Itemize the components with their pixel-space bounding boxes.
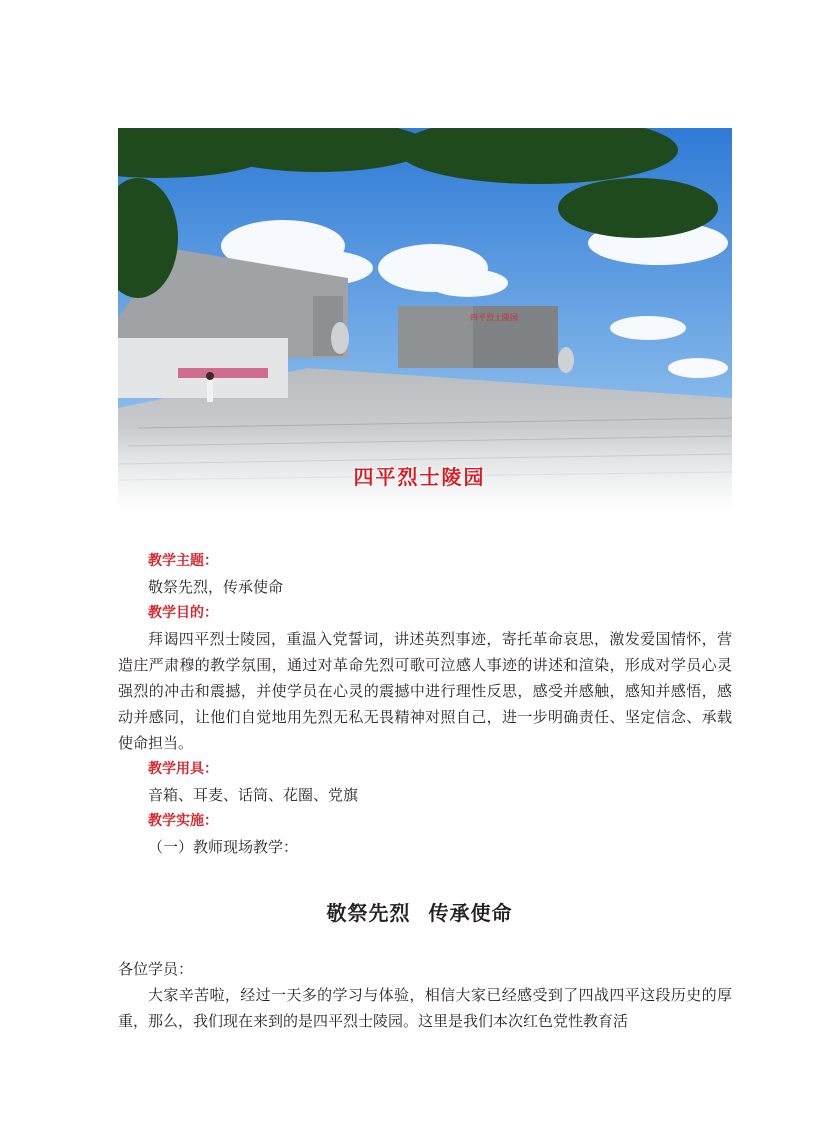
speech-title-part1: 敬祭先烈 [326, 901, 411, 925]
teaching-plan [118, 548, 732, 860]
visitor [207, 380, 213, 402]
cemetery-photo [118, 128, 732, 512]
implementation-text: （一）教师现场教学： [148, 838, 299, 856]
photo-caption: 四平烈士陵园 [353, 465, 486, 489]
purpose-text: 拜谒四平烈士陵园，重温入党誓词，讲述英烈事迹，寄托革命哀思，激发爱国情怀，营造庄严肃穆的教学氛围，通过对革命先烈可歌可泣感人事迹的讲述和渲染，形成对学员心灵强烈的冲击和震撼，并使学员在心灵的震撼中进行理性反思，感受并感触，感知并感悟，感动并感同，让他们自觉地用先烈无私无畏精神对照自己，进一步明确责任、坚定信念、承载使命担当。 [118, 630, 732, 752]
flower-bed [178, 368, 268, 378]
theme-text: 敬祭先烈，传承使命 [148, 578, 284, 596]
speech-title-part2: 传承使命 [428, 901, 513, 925]
implementation-heading: 教学实施： [148, 813, 218, 829]
speech-title [0, 897, 839, 926]
speech-body [118, 956, 732, 1034]
building-sign: 四平烈士陵园 [470, 313, 518, 322]
theme-heading: 教学主题： [148, 553, 218, 569]
speech-greeting: 各位学员： [118, 960, 194, 978]
cemetery-illustration [118, 128, 732, 512]
lion-statue-right [558, 347, 574, 373]
tools-heading: 教学用具： [148, 761, 218, 777]
lion-statue-left [331, 322, 349, 354]
purpose-heading: 教学目的： [148, 605, 218, 621]
speech-paragraph: 大家辛苦啦，经过一天多的学习与体验，相信大家已经感受到了四战四平这段历史的厚重，那么，我们现在来到的是四平烈士陵园。这里是我们本次红色党性教育活 [118, 986, 732, 1030]
tools-text: 音箱、耳麦、话筒、花圈、党旗 [148, 786, 359, 804]
